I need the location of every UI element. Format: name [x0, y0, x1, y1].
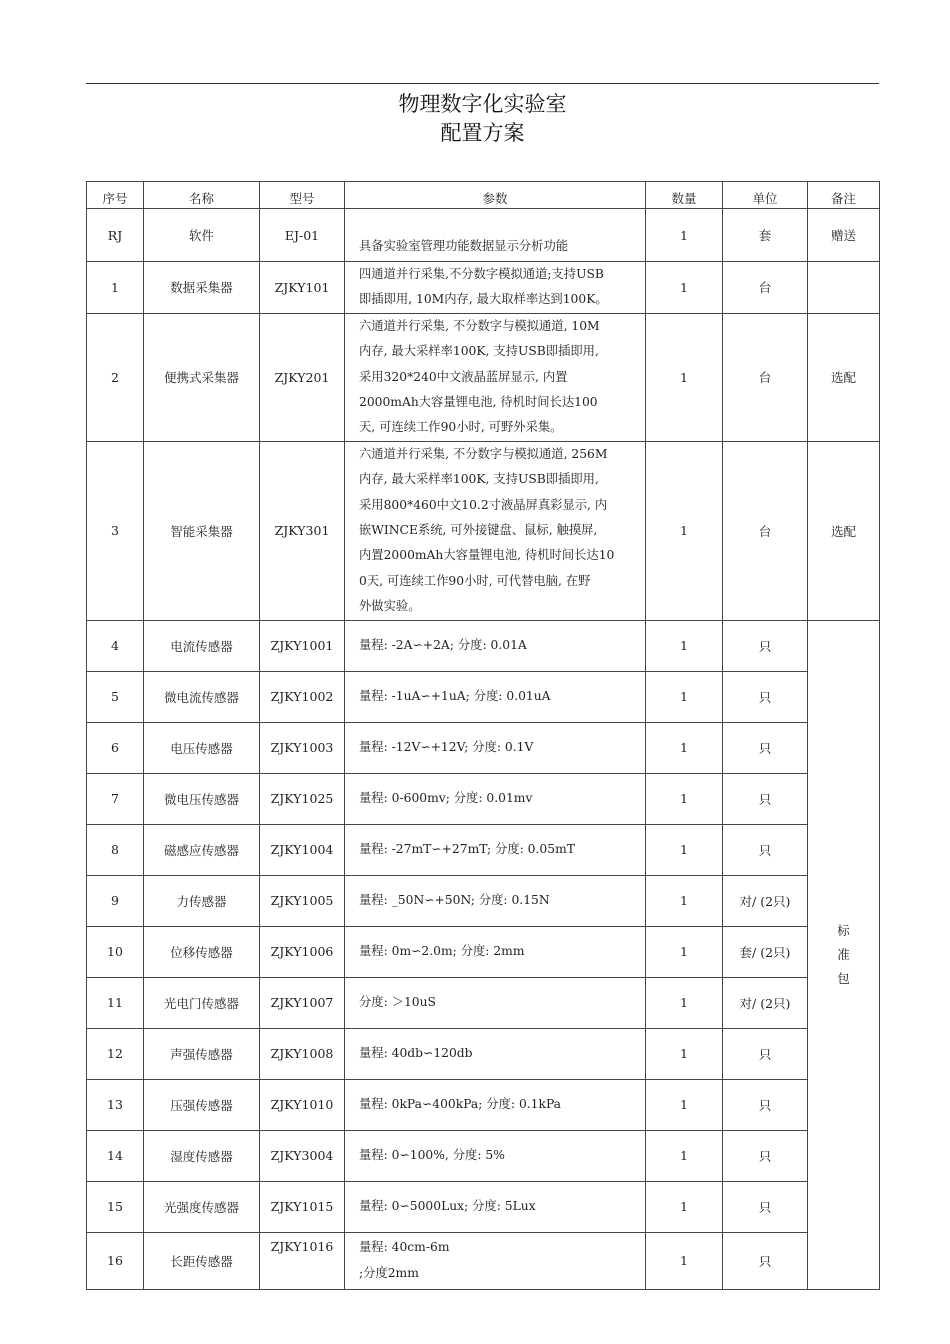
row-no-cell: 9: [87, 875, 144, 926]
row-no-cell: 12: [87, 1028, 144, 1079]
row-qty-cell: 1: [646, 620, 723, 671]
params-line: 量程: -12V∽+12V; 分度: 0.1V: [359, 739, 534, 754]
row-model-cell: ZJKY1015: [260, 1181, 345, 1232]
row-no-cell: 10: [87, 926, 144, 977]
row-name-cell: 软件: [144, 209, 260, 262]
table-row: [87, 1232, 880, 1289]
table-row: [87, 313, 880, 441]
row-params-cell: [345, 824, 646, 875]
row-unit-cell: 对/ (2只): [723, 875, 808, 926]
table-row: [87, 1181, 880, 1232]
table-row: [87, 722, 880, 773]
row-name-cell: 智能采集器: [144, 441, 260, 620]
row-params-cell: [345, 1232, 646, 1289]
params-line: 内置2000mAh大容量锂电池, 待机时间长达10: [359, 548, 615, 563]
table-row: [87, 671, 880, 722]
page-title: 物理数字化实验室: [398, 92, 567, 116]
row-model-cell: ZJKY1010: [260, 1079, 345, 1130]
row-qty-cell: 1: [646, 313, 723, 441]
params-line: 采用800*460中文10.2寸液晶屏真彩显示, 内: [359, 497, 608, 512]
row-model-cell: ZJKY1005: [260, 875, 345, 926]
row-qty-cell: 1: [646, 722, 723, 773]
row-params-cell: [345, 1130, 646, 1181]
row-qty-cell: 1: [646, 1232, 723, 1289]
row-name-cell: 压强传感器: [144, 1079, 260, 1130]
header-note: 备注: [808, 182, 880, 209]
row-name-cell: 电流传感器: [144, 620, 260, 671]
row-unit-cell: 只: [723, 722, 808, 773]
row-no-cell: 13: [87, 1079, 144, 1130]
params-line: 天, 可连续工作90小时, 可野外采集。: [359, 420, 563, 435]
params-line: 分度: ＞10uS: [359, 994, 436, 1009]
row-no-cell: 14: [87, 1130, 144, 1181]
row-params-cell: [345, 671, 646, 722]
params-line: 量程: 0-600mv; 分度: 0.01mv: [359, 790, 533, 805]
row-note-cell: [808, 262, 880, 314]
row-no-cell: 8: [87, 824, 144, 875]
row-unit-cell: 台: [723, 313, 808, 441]
row-unit-cell: 只: [723, 773, 808, 824]
header-unit: 单位: [723, 182, 808, 209]
config-table: [86, 181, 880, 1290]
row-model-cell: ZJKY1016: [260, 1232, 345, 1289]
table-row: [87, 441, 880, 620]
row-params-cell: [345, 620, 646, 671]
params-line: 0天, 可连续工作90小时, 可代替电脑, 在野: [359, 573, 591, 588]
row-note-cell: 选配: [808, 313, 880, 441]
row-model-cell: ZJKY101: [260, 262, 345, 314]
row-unit-cell: 只: [723, 1181, 808, 1232]
row-no-cell: 1: [87, 262, 144, 314]
row-model-cell: ZJKY1002: [260, 671, 345, 722]
row-name-cell: 微电流传感器: [144, 671, 260, 722]
top-rule: [86, 83, 879, 84]
params-line: 量程: 0m∽2.0m; 分度: 2mm: [359, 943, 525, 958]
row-model-cell: ZJKY1006: [260, 926, 345, 977]
params-line: 内存, 最大采样率100K, 支持USB即插即用,: [359, 472, 599, 487]
row-no-cell: 16: [87, 1232, 144, 1289]
row-unit-cell: 台: [723, 441, 808, 620]
row-unit-cell: 台: [723, 262, 808, 314]
row-qty-cell: 1: [646, 773, 723, 824]
row-params-cell: [345, 926, 646, 977]
table-row: [87, 824, 880, 875]
header-no: 序号: [87, 182, 144, 209]
params-line: 六通道并行采集, 不分数字与模拟通道, 10M: [359, 318, 600, 333]
row-qty-cell: 1: [646, 1028, 723, 1079]
row-no-cell: RJ: [87, 209, 144, 262]
params-line: 量程: -2A∽+2A; 分度: 0.01A: [359, 637, 527, 652]
row-qty-cell: 1: [646, 824, 723, 875]
row-model-cell: ZJKY301: [260, 441, 345, 620]
table-row: [87, 875, 880, 926]
header-name: 名称: [144, 182, 260, 209]
row-no-cell: 11: [87, 977, 144, 1028]
header-qty: 数量: [646, 182, 723, 209]
row-unit-cell: 只: [723, 620, 808, 671]
row-params-cell: [345, 262, 646, 314]
row-name-cell: 力传感器: [144, 875, 260, 926]
params-line: 量程: 40db∽120db: [359, 1045, 473, 1060]
params-line: 量程: _50N∽+50N; 分度: 0.15N: [359, 892, 550, 907]
row-name-cell: 便携式采集器: [144, 313, 260, 441]
params-line: 量程: 0∽100%, 分度: 5%: [359, 1147, 505, 1162]
row-unit-cell: 只: [723, 671, 808, 722]
row-name-cell: 湿度传感器: [144, 1130, 260, 1181]
params-line: 采用320*240中文液晶蓝屏显示, 内置: [359, 369, 568, 384]
row-no-cell: 3: [87, 441, 144, 620]
row-qty-cell: 1: [646, 1079, 723, 1130]
row-unit-cell: 对/ (2只): [723, 977, 808, 1028]
table-row: [87, 1130, 880, 1181]
params-line: 量程: 0∽5000Lux; 分度: 5Lux: [359, 1198, 536, 1213]
row-model-cell: ZJKY201: [260, 313, 345, 441]
header-params: 参数: [345, 182, 646, 209]
row-model-cell: ZJKY3004: [260, 1130, 345, 1181]
row-name-cell: 光电门传感器: [144, 977, 260, 1028]
row-name-cell: 电压传感器: [144, 722, 260, 773]
table-row: [87, 926, 880, 977]
params-line: 2000mAh大容量锂电池, 待机时间长达100: [359, 395, 598, 410]
row-model-cell: ZJKY1008: [260, 1028, 345, 1079]
row-qty-cell: 1: [646, 671, 723, 722]
row-qty-cell: 1: [646, 875, 723, 926]
row-params-cell: [345, 773, 646, 824]
row-name-cell: 声强传感器: [144, 1028, 260, 1079]
params-line: 四通道并行采集,不分数字模拟通道;支持USB: [359, 267, 604, 281]
merged-note-cell: [808, 620, 880, 1289]
row-no-cell: 6: [87, 722, 144, 773]
row-qty-cell: 1: [646, 1181, 723, 1232]
row-params-cell: [345, 722, 646, 773]
params-line: 量程: -1uA∽+1uA; 分度: 0.01uA: [359, 688, 551, 703]
table-row: [87, 1079, 880, 1130]
params-line: 量程: 0kPa∽400kPa; 分度: 0.1kPa: [359, 1096, 562, 1111]
row-model-cell: EJ-01: [260, 209, 345, 262]
row-params-cell: [345, 1181, 646, 1232]
row-unit-cell: 套: [723, 209, 808, 262]
row-name-cell: 磁感应传感器: [144, 824, 260, 875]
merged-note-char: 标: [837, 922, 850, 938]
params-line: 六通道并行采集, 不分数字与模拟通道, 256M: [359, 446, 608, 461]
row-unit-cell: 套/ (2只): [723, 926, 808, 977]
row-qty-cell: 1: [646, 441, 723, 620]
row-model-cell: ZJKY1004: [260, 824, 345, 875]
row-name-cell: 光强度传感器: [144, 1181, 260, 1232]
row-no-cell: 2: [87, 313, 144, 441]
table-row: [87, 620, 880, 671]
row-name-cell: 微电压传感器: [144, 773, 260, 824]
row-unit-cell: 只: [723, 1130, 808, 1181]
row-qty-cell: 1: [646, 209, 723, 262]
row-params-cell: [345, 313, 646, 441]
params-line: 量程: -27mT∽+27mT; 分度: 0.05mT: [359, 841, 575, 856]
row-model-cell: ZJKY1025: [260, 773, 345, 824]
row-params-cell: [345, 977, 646, 1028]
row-no-cell: 4: [87, 620, 144, 671]
params-line: 具备实验室管理功能数据显示分析功能: [359, 238, 569, 253]
row-params-cell: [345, 209, 646, 262]
row-unit-cell: 只: [723, 1028, 808, 1079]
row-params-cell: [345, 875, 646, 926]
row-unit-cell: 只: [723, 824, 808, 875]
row-note-cell: 赠送: [808, 209, 880, 262]
table-row: [87, 209, 880, 262]
row-no-cell: 7: [87, 773, 144, 824]
params-line: 量程: 40cm-6m: [359, 1240, 450, 1255]
row-model-cell: ZJKY1007: [260, 977, 345, 1028]
merged-note-char: 准: [837, 946, 850, 962]
row-no-cell: 15: [87, 1181, 144, 1232]
params-line: 外做实验。: [359, 599, 421, 614]
row-no-cell: 5: [87, 671, 144, 722]
row-qty-cell: 1: [646, 977, 723, 1028]
header-model: 型号: [260, 182, 345, 209]
page-subtitle: 配置方案: [440, 121, 525, 145]
merged-note-char: 包: [837, 970, 850, 986]
row-model-cell: ZJKY1003: [260, 722, 345, 773]
params-line: 即插即用, 10M内存, 最大取样率达到100K。: [359, 292, 608, 307]
row-name-cell: 长距传感器: [144, 1232, 260, 1289]
row-qty-cell: 1: [646, 262, 723, 314]
row-params-cell: [345, 1028, 646, 1079]
params-line: ;分度2mm: [359, 1265, 419, 1280]
row-name-cell: 数据采集器: [144, 262, 260, 314]
row-note-cell: 选配: [808, 441, 880, 620]
row-name-cell: 位移传感器: [144, 926, 260, 977]
row-qty-cell: 1: [646, 926, 723, 977]
row-params-cell: [345, 441, 646, 620]
table-row: [87, 977, 880, 1028]
params-line: 嵌WINCE系统, 可外接键盘、鼠标, 触摸屏,: [359, 523, 598, 538]
row-unit-cell: 只: [723, 1232, 808, 1289]
params-line: 内存, 最大采样率100K, 支持USB即插即用,: [359, 344, 599, 359]
table-row: [87, 262, 880, 314]
row-model-cell: ZJKY1001: [260, 620, 345, 671]
table-row: [87, 773, 880, 824]
row-params-cell: [345, 1079, 646, 1130]
header-row: [87, 182, 880, 209]
table-row: [87, 1028, 880, 1079]
row-unit-cell: 只: [723, 1079, 808, 1130]
row-qty-cell: 1: [646, 1130, 723, 1181]
